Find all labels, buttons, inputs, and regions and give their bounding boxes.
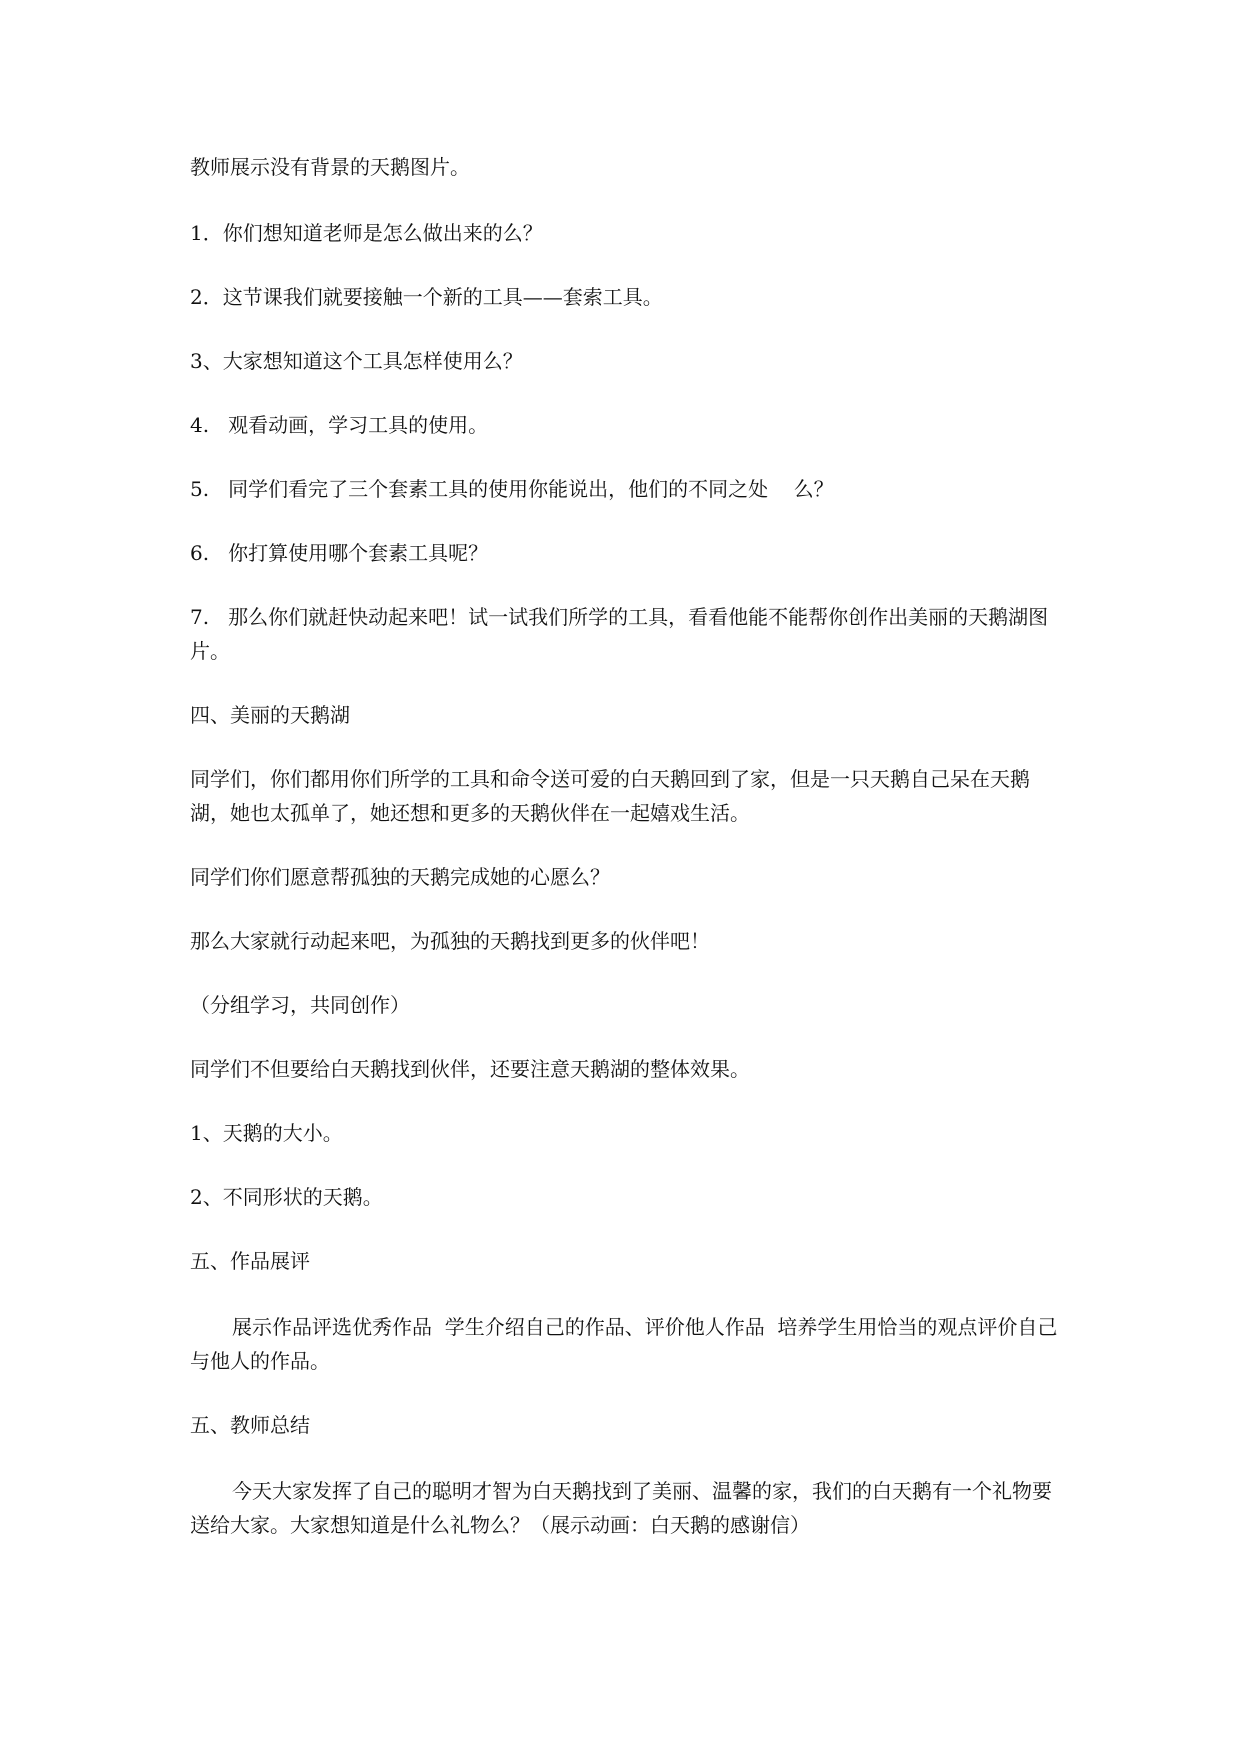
list-item: 5. 同学们看完了三个套素工具的使用你能说出，他们的不同之处 么？ <box>190 477 834 501</box>
list-item: 7. 那么你们就赶快动起来吧！试一试我们所学的工具，看看他能不能帮你创作出美丽的天鹅湖图片。 <box>190 605 1049 663</box>
paragraph: 同学们不但要给白天鹅找到伙伴，还要注意天鹅湖的整体效果。 <box>190 1057 750 1081</box>
list-item: 1、天鹅的大小。 <box>190 1121 343 1145</box>
paragraph: 同学们你们愿意帮孤独的天鹅完成她的心愿么？ <box>190 865 610 889</box>
paragraph: 同学们，你们都用你们所学的工具和命令送可爱的白天鹅回到了家，但是一只天鹅自己呆在天鹅湖，她也太孤单了，她还想和更多的天鹅伙伴在一起嬉戏生活。 <box>190 767 1030 825</box>
list-item: 2、不同形状的天鹅。 <box>190 1185 383 1209</box>
list-item: 3、大家想知道这个工具怎样使用么？ <box>190 349 523 373</box>
section-heading: 五、教师总结 <box>190 1413 310 1437</box>
list-item: 2．这节课我们就要接触一个新的工具——套索工具。 <box>190 285 663 309</box>
paragraph: 今天大家发挥了自己的聪明才智为白天鹅找到了美丽、温馨的家，我们的白天鹅有一个礼物要送给大家。大家想知道是什么礼物么？（展示动画：白天鹅的感谢信） <box>190 1479 1052 1537</box>
list-item: 1．你们想知道老师是怎么做出来的么？ <box>190 221 543 245</box>
paragraph: 教师展示没有背景的天鹅图片。 <box>190 155 470 179</box>
section-heading: 四、美丽的天鹅湖 <box>190 703 350 727</box>
list-item: 6. 你打算使用哪个套素工具呢？ <box>190 541 489 565</box>
paragraph: （分组学习，共同创作） <box>190 993 410 1017</box>
paragraph: 展示作品评选优秀作品 学生介绍自己的作品、评价他人作品 培养学生用恰当的观点评价自己与他人的作品。 <box>190 1315 1058 1373</box>
paragraph: 那么大家就行动起来吧，为孤独的天鹅找到更多的伙伴吧！ <box>190 929 710 953</box>
section-heading: 五、作品展评 <box>190 1249 310 1273</box>
list-item: 4. 观看动画，学习工具的使用。 <box>190 413 489 437</box>
